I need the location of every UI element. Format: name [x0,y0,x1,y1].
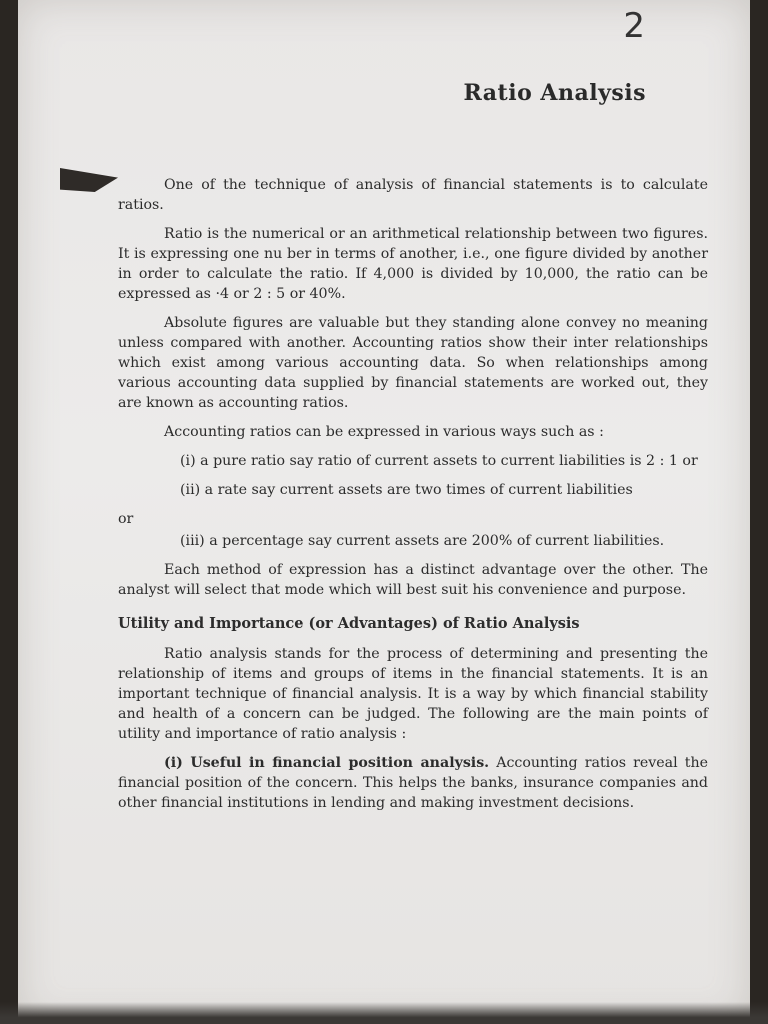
paragraph-intro: One of the technique of analysis of financial statements is to calculate ratios. [118,177,708,213]
point-heading: (i) Useful in financial position analysis. [164,755,490,771]
paragraph-expression-ways: Accounting ratios can be expressed in various ways such as : [164,424,604,440]
or-connector: or [118,511,134,527]
list-item-rate: (ii) a rate say current assets are two times of current liabilities [180,482,633,498]
paragraph-ratio-definition: Ratio is the numerical or an arithmetical relationship between two figures. It is expressing one nu ber in terms of another, i.e., one figure divided by another in order to calculate the ratio. If 4,000 is divided by 10,000, the ratio can be expressed as ·4 or 2 : 5 or 40%. [118,226,708,302]
chapter-title: Ratio Analysis [463,80,646,106]
point-financial-position [118,753,708,813]
page-shadow-bottom [0,1002,768,1024]
point-text: Accounting ratios reveal the financial position of the concern. This helps the banks, insurance companies and other financial institutions in lending and making investment decisions. [118,755,708,811]
section-heading: Utility and Importance (or Advantages) of Ratio Analysis [118,615,580,632]
list-item-pure-ratio: (i) a pure ratio say ratio of current assets to current liabilities is 2 : 1 or [180,453,698,469]
page-body [118,175,708,822]
torn-page-edge [60,168,118,192]
book-page [18,0,750,1024]
list-item-percentage: (iii) a percentage say current assets are 200% of current liabilities. [180,533,665,549]
paragraph-absolute-figures: Absolute figures are valuable but they standing alone convey no meaning unless compared with another. Accounting ratios show their inter relationships which exist among various accounting data. So when relationships among various accounting data supplied by financial statements are worked out, they are known as accounting ratios. [118,315,708,411]
paragraph-method-advantage: Each method of expression has a distinct advantage over the other. The analyst will select that mode which will best suit his convenience and purpose. [118,562,708,598]
page-number: 2 [623,6,645,46]
paragraph-utility: Ratio analysis stands for the process of determining and presenting the relationship of items and groups of items in the financial statements. It is an important technique of financial analysis. It is a way by which financial stability and health of a concern can be judged. The following are the main points of utility and importance of ratio analysis : [118,646,708,742]
